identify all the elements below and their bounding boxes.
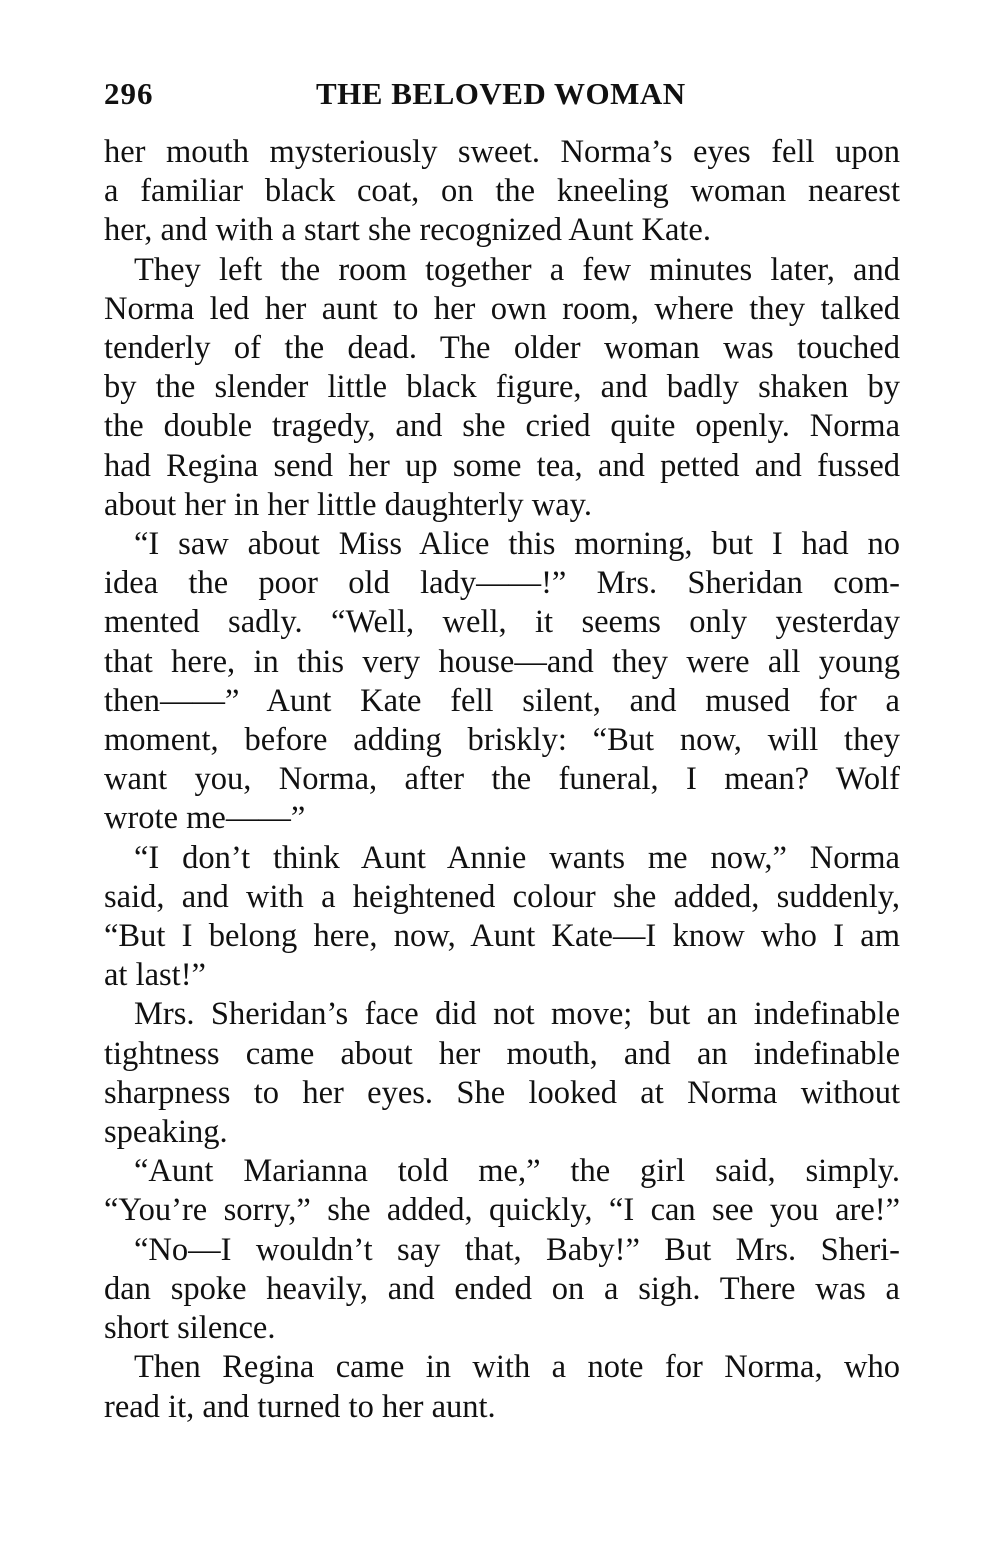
text-line: want you, Norma, after the funeral, I mean? Wolf: [104, 761, 900, 798]
text-line: Mrs. Sheridan’s face did not move; but an indefinable: [134, 996, 900, 1033]
text-line: at last!”: [104, 957, 206, 994]
text-line: tenderly of the dead. The older woman was touched: [104, 330, 900, 367]
text-line: by the slender little black figure, and badly shaken by: [104, 369, 900, 406]
paragraph: [104, 251, 900, 525]
text-line: sharpness to her eyes. She looked at Norma without: [104, 1074, 900, 1111]
text-line: mented sadly. “Well, well, it seems only yesterday: [104, 604, 900, 641]
page-number: 296: [104, 76, 154, 111]
text-line: They left the room together a few minutes later, and: [134, 251, 900, 288]
text-line: “No—I wouldn’t say that, Baby!” But Mrs. Sheri-: [134, 1231, 900, 1268]
paragraph: [104, 1348, 900, 1426]
text-line: then——” Aunt Kate fell silent, and mused for a: [104, 682, 900, 719]
paragraph: [104, 1231, 900, 1349]
text-line: “I saw about Miss Alice this morning, but I had no: [134, 526, 900, 563]
text-line: “But I belong here, now, Aunt Kate—I know who I am: [104, 918, 900, 955]
running-head: [104, 72, 900, 116]
text-line: a familiar black coat, on the kneeling woman nearest: [104, 173, 900, 210]
text-line: “You’re sorry,” she added, quickly, “I can see you are!”: [104, 1192, 900, 1229]
text-line: her, and with a start she recognized Aunt Kate.: [104, 212, 711, 249]
text-line: said, and with a heightened colour she added, suddenly,: [104, 878, 900, 915]
paragraph: [104, 525, 900, 839]
text-line: the double tragedy, and she cried quite openly. Norma: [104, 408, 900, 445]
book-title: THE BELOVED WOMAN: [316, 76, 686, 111]
text-line: about her in her little daughterly way.: [104, 486, 592, 523]
text-line: dan spoke heavily, and ended on a sigh. There was a: [104, 1270, 900, 1307]
text-line: her mouth mysteriously sweet. Norma’s eyes fell upon: [104, 134, 900, 170]
text-line: that here, in this very house—and they were all young: [104, 643, 900, 680]
paragraph: [104, 839, 900, 996]
text-line: short silence.: [104, 1310, 276, 1347]
text-line: read it, and turned to her aunt.: [104, 1388, 496, 1425]
paragraph: [104, 1152, 900, 1230]
text-line: had Regina send her up some tea, and petted and fussed: [104, 447, 900, 484]
text-line: Then Regina came in with a note for Norma, who: [134, 1349, 900, 1386]
paragraph: [104, 133, 900, 251]
text-line: moment, before adding briskly: “But now, will they: [104, 722, 900, 759]
text-line: speaking.: [104, 1114, 228, 1151]
text-line: tightness came about her mouth, and an indefinable: [104, 1035, 900, 1072]
text-line: Norma led her aunt to her own room, where they talked: [104, 290, 900, 327]
text-line: idea the poor old lady——!” Mrs. Sheridan com-: [104, 565, 900, 602]
text-line: “I don’t think Aunt Annie wants me now,” Norma: [134, 839, 900, 876]
text-line: “Aunt Marianna told me,” the girl said, simply.: [134, 1153, 900, 1190]
body-text: [104, 133, 900, 1427]
paragraph: [104, 995, 900, 1152]
text-line: wrote me——”: [104, 800, 306, 837]
